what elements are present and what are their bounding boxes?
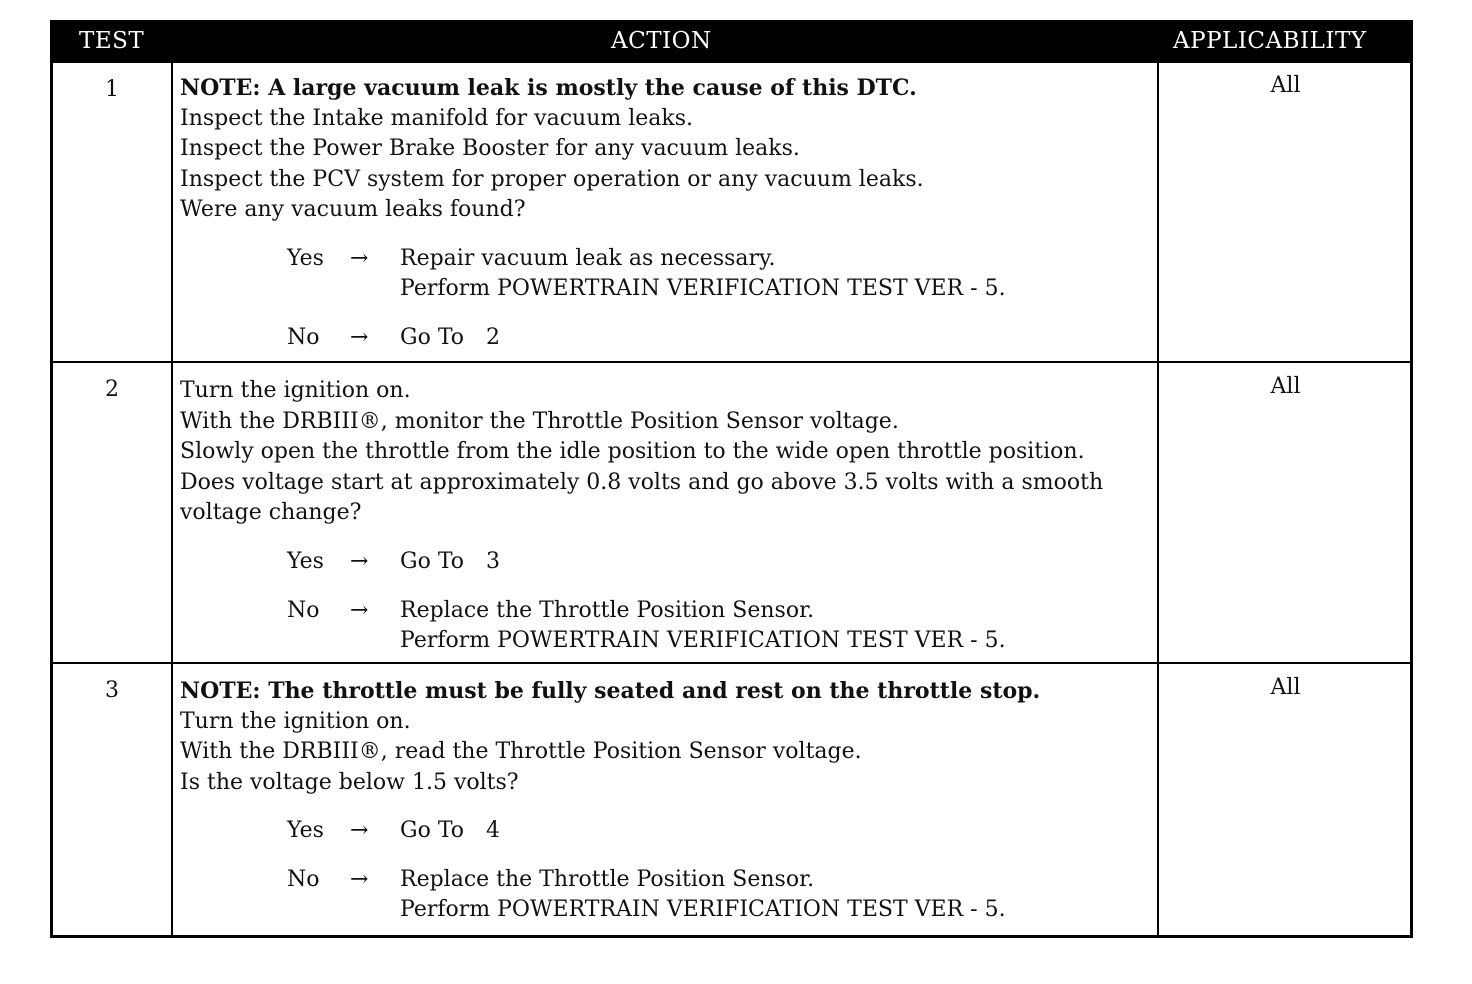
applicability-1: All — [1270, 73, 1301, 98]
column-divider-test — [171, 63, 173, 935]
test-number-1: 1 — [105, 77, 119, 102]
goto-number: 4 — [486, 818, 501, 843]
no-label: No — [287, 597, 320, 623]
yes-response-2 — [180, 547, 1155, 577]
question-line: voltage change? — [180, 500, 362, 525]
right-arrow-icon: → — [350, 818, 369, 843]
row-divider-1 — [53, 361, 1410, 363]
right-arrow-icon: → — [350, 597, 369, 623]
yes-action-line2: Perform POWERTRAIN VERIFICATION TEST VER - 5. — [400, 275, 1006, 301]
note-3: NOTE: The throttle must be fully seated and rest on the throttle stop. — [180, 678, 1041, 704]
test-number-2: 2 — [105, 377, 119, 402]
goto-text: Go To — [400, 324, 465, 350]
column-divider-applicability — [1157, 63, 1159, 935]
no-response-3 — [180, 865, 1155, 895]
right-arrow-icon: → — [350, 548, 369, 574]
no-response-2-cont — [180, 626, 1155, 656]
header-action: ACTION — [611, 28, 712, 54]
instruction-line: Inspect the PCV system for proper operation or any vacuum leaks. — [180, 166, 924, 192]
no-goto — [400, 323, 500, 354]
no-action-line2: Perform POWERTRAIN VERIFICATION TEST VER - 5. — [400, 627, 1006, 653]
no-response-1 — [180, 323, 1155, 353]
yes-action-line1: Repair vacuum leak as necessary. — [400, 245, 776, 271]
right-arrow-icon: → — [350, 324, 369, 350]
yes-response-1 — [180, 244, 1155, 274]
yes-goto — [400, 547, 500, 578]
test-number-3: 3 — [105, 678, 119, 703]
action-cell-1 — [180, 73, 1155, 353]
yes-response-1-cont — [180, 274, 1155, 304]
yes-label: Yes — [287, 548, 324, 574]
question-line: Is the voltage below 1.5 volts? — [180, 769, 519, 795]
right-arrow-icon: → — [350, 867, 369, 892]
question-line: Does voltage start at approximately 0.8 volts and go above 3.5 volts with a smooth — [180, 469, 1104, 495]
applicability-2: All — [1270, 374, 1301, 399]
yes-label: Yes — [287, 245, 324, 271]
no-action-line1: Replace the Throttle Position Sensor. — [400, 867, 815, 892]
goto-text: Go To — [400, 548, 465, 574]
instruction-line: Inspect the Intake manifold for vacuum leaks. — [180, 105, 694, 131]
action-cell-2 — [180, 376, 1155, 656]
yes-label: Yes — [287, 818, 324, 843]
no-response-3-cont — [180, 895, 1155, 925]
action-cell-3 — [180, 676, 1155, 925]
table-header — [53, 23, 1410, 63]
diagnostic-test-table — [50, 20, 1413, 938]
applicability-3: All — [1270, 675, 1301, 700]
no-action-line1: Replace the Throttle Position Sensor. — [400, 597, 815, 623]
instruction-line: Turn the ignition on. — [180, 708, 411, 734]
header-applicability: APPLICABILITY — [1173, 28, 1367, 54]
instruction-line: Slowly open the throttle from the idle position to the wide open throttle position. — [180, 439, 1085, 464]
no-response-2 — [180, 596, 1155, 626]
instruction-line: With the DRBIII®, monitor the Throttle Position Sensor voltage. — [180, 408, 899, 434]
goto-number: 3 — [486, 548, 501, 574]
row-divider-2 — [53, 662, 1410, 664]
goto-text: Go To — [400, 818, 465, 843]
no-label: No — [287, 867, 320, 892]
yes-goto — [400, 816, 500, 847]
instruction-line: Inspect the Power Brake Booster for any vacuum leaks. — [180, 136, 800, 161]
yes-response-3 — [180, 816, 1155, 846]
goto-number: 2 — [486, 324, 501, 350]
question-line: Were any vacuum leaks found? — [180, 197, 526, 222]
instruction-line: With the DRBIII®, read the Throttle Position Sensor voltage. — [180, 739, 862, 764]
note-1: NOTE: A large vacuum leak is mostly the cause of this DTC. — [180, 75, 917, 101]
instruction-line: Turn the ignition on. — [180, 378, 411, 403]
no-label: No — [287, 324, 320, 350]
no-action-line2: Perform POWERTRAIN VERIFICATION TEST VER - 5. — [400, 897, 1006, 922]
header-test: TEST — [79, 28, 145, 54]
right-arrow-icon: → — [350, 245, 369, 271]
